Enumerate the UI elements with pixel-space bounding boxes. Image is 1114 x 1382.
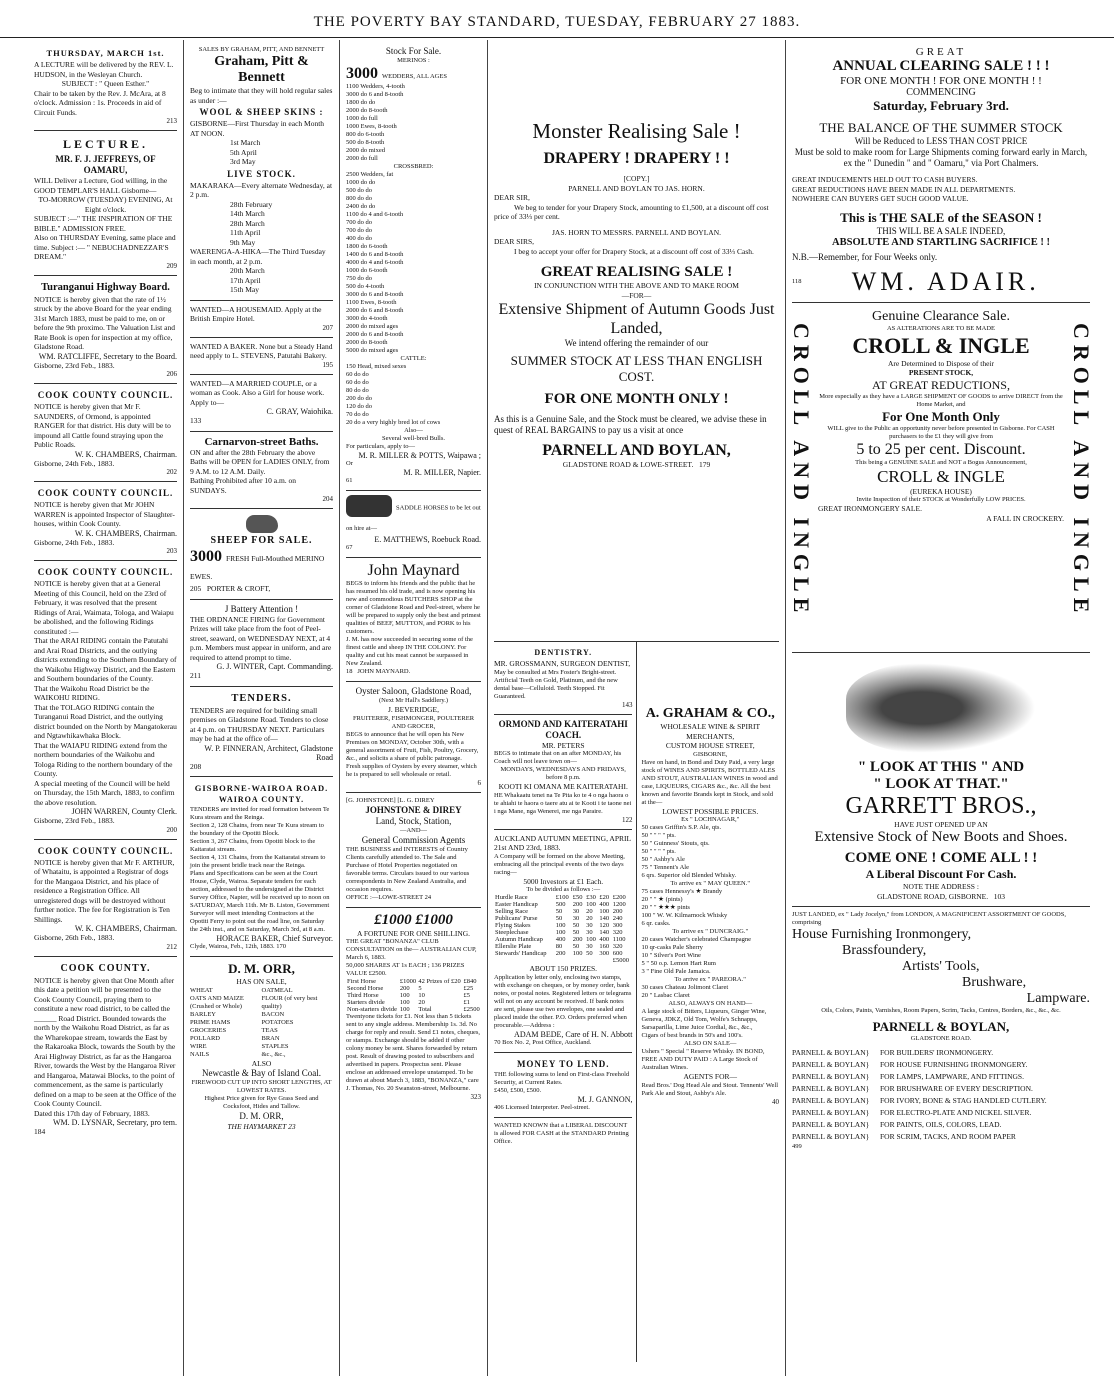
table-cell: 200 (572, 901, 583, 908)
gisborne-wairoa-road: GISBORNE-WAIROA ROAD. WAIROA COUNTY. TENDERS are invited for road formation between Te Kura stream and the Reinga. Section 2, 128 Chains, from near Te Kura stream to the boundary of the Opotiti Block. Section 3, 267 Chains, from Opotiti block to the Kaitaratai stream. Section 4, 131 Chains, from the Kaitaratai stream to join the present bridle track near the Reinga. Plans and Specifications can be seen at the Court House, Clyde, Wairoa. Separate tenders for each section, addressed to the undersigned at the District Survey Office, Napier, will be received up to noon on SATURDAY, March 11th. Mr B. Liston, Government Surveyor will meet intending Contractors at the Opotiti Ferry to point out the road line, on Saturday the 24th inst., and on Saturday, March 3rd, at 8 a.m. HORACE BAKER, Chief Surveyor. Clyde, Wairoa, Feb., 12th, 1883. 170 (190, 777, 333, 957)
table-cell: 30 (586, 943, 593, 950)
table-cell: First Horse (347, 978, 377, 985)
list-item: 75 cases Hennessy's ★ Brandy (641, 888, 723, 895)
table-cell (572, 957, 585, 964)
table-cell: £200 (612, 894, 626, 901)
duncraig-list (641, 936, 779, 976)
table-row (494, 929, 632, 936)
table-row (494, 950, 632, 957)
parnell-boylan-item: FOR PAINTS, OILS, COLORS, LEAD. (880, 1120, 1002, 1129)
cook-council-dogs: COOK COUNTY COUNCIL. NOTICE is hereby given that Mr F. ARTHUR, of Whataitu, is appointed a Registrar of dogs for the Mangaoa District, and his place of residence a Registration Office. All unregistered dogs will be destroyed without further notice. The fee for Registration is Ten Shillings. W. K. CHAMBERS, Chairman. Gisborne, 26th Feb., 1883. 212 (34, 840, 177, 957)
table-cell: 160 (599, 943, 610, 950)
wanted-known: WANTED KNOWN that a LIBERAL DISCOUNT is allowed FOR CASH at the STANDARD Printing Office. (494, 1121, 629, 1145)
table-cell: 140 (599, 915, 610, 922)
table-cell: 100 (399, 1006, 410, 1013)
list-item: POTATOES (261, 1018, 294, 1026)
table-cell: Stewards' Handicap (495, 950, 547, 957)
table-cell: 30 (586, 922, 593, 929)
parnell-boylan-label: PARNELL & BOYLAN} (792, 1108, 870, 1117)
list-item: 5 " 50 o.p. Lemon Hart Rum (641, 960, 716, 967)
table-cell: Publicans' Purse (495, 915, 538, 922)
table-cell: 42 Prizes of £20 (418, 978, 461, 985)
list-item: 60 do do (346, 379, 369, 386)
table-cell (598, 957, 611, 964)
table-cell: 140 (599, 929, 610, 936)
may-queen-list (641, 888, 779, 928)
column-6 (786, 40, 1096, 1376)
table-cell (555, 957, 572, 964)
dentistry: DENTISTRY. MR. GROSSMANN, SURGEON DENTIST, May be consulted at Mrs Foster's Bright-street. Artificial Teeth on Gold, Platinum, and the new dental base—Celluloid. Teeth Stopped. Fit Guaranteed. 143 (494, 642, 632, 715)
parnell-boylan-item: FOR ELECTRO-PLATE AND NICKEL SILVER. (880, 1108, 1032, 1117)
table-cell: 100 (572, 950, 583, 957)
oyster-saloon: Oyster Saloon, Gladstone Road, (Next Mr Hall's Saddlery.) J. BEVERIDGE, FRUITERER, FISHMONGER, POULTERER AND GROCER, BEGS to announce that he will open his New Premises on MONDAY, October 30th, with a general assortment of Fruit, Fish, Poultry, Grocery, &c., and solicits a share of public patronage. Fresh supplies of Oysters by every steamer, which he is prepared to sell wholesale or retail. 6 (346, 682, 481, 793)
list-item: 700 do do (346, 219, 372, 226)
table-cell: 200 (572, 936, 583, 943)
list-item (792, 1119, 1090, 1131)
column-5-lower (637, 642, 779, 1362)
table-cell: 50 (572, 943, 580, 950)
column-4-lower (494, 642, 637, 1362)
table-cell: 30 (572, 915, 580, 922)
table-cell: 600 (612, 950, 623, 957)
table-cell: 50 (572, 922, 580, 929)
table-cell: £5000 (612, 957, 629, 964)
table-row (494, 901, 632, 908)
ormond-coach: ORMOND AND KAITERATAHI COACH. MR. PETERS BEGS to intimate that on an after MONDAY, his Coach will not leave town on— MONDAYS, WEDNESDAYS AND FRIDAYS, before 8 p.m. KOOTI KI OMANA ME KAITERATAHI. HE Whakaatu tenei na Te Pita ko te 4 o nga haora o te ahiahi te haora o taere atu ai te Kooti i te taone nei i nga Mane, nga Wenerei, me nga Paraire. 122 (494, 715, 632, 830)
list-item: WHEAT (190, 986, 213, 994)
list-item: 50 " Guinness' Stouts, qts. (641, 840, 710, 847)
table-row (346, 992, 481, 999)
tenders-finneran: TENDERS. TENDERS are required for building small premises on Gladstone Road. Tenders to close at 4 p.m. on THURSDAY NEXT. Particulars may be had at the office of— W. P. FINNERAN, Architect, Gladstone Road 208 (190, 687, 333, 778)
list-item (792, 1047, 1090, 1059)
lochnagar-list (641, 824, 779, 880)
parnell-boylan-label: PARNELL & BOYLAN} (792, 1072, 870, 1081)
lecture-jeffreys: LECTURE. MR. F. J. JEFFREYS, OF OAMARU, WILL Deliver a Lecture, God willing, in the GOOD TEMPLAR'S HALL Gisborne— TO-MORROW (TUESDAY) EVENING, At Eight o'clock. SUBJECT :—" THE INSPIRATION OF THE BIBLE." ADMISSION FREE. Also on THURSDAY Evening, same place and time. Subject :— " NEBUCHADNEZZAR'S DREAM." 209 (34, 131, 177, 276)
list-item: 1000 do 6-tooth (346, 267, 388, 274)
saddle-horses: SADDLE HORSES to be let out on hire at— E. MATTHEWS, Roebuck Road. 67 (346, 491, 481, 558)
table-cell: Steeplechase (495, 929, 529, 936)
list-item: 2000 do 8-tooth (346, 107, 388, 114)
table-cell: £2500 (463, 1006, 480, 1013)
parnell-boylan-item: FOR LAMPS, LAMPWARE, AND FITTINGS. (880, 1072, 1024, 1081)
list-item: 2000 do mixed ages (346, 323, 399, 330)
list-item: 500 do 8-tooth (346, 139, 385, 146)
list-item: 150 Head, mixed sexes (346, 363, 407, 370)
table-cell: 100 (599, 908, 610, 915)
wanted-couple: WANTED—A MARRIED COUPLE, or a woman as Cook. Also a Girl for house work. Apply to— C. GRAY, Waiohika. 133 (190, 375, 333, 432)
bonanza-prize-table (346, 978, 481, 1013)
list-item: STAPLES (261, 1042, 289, 1050)
table-cell: 200 (555, 950, 566, 957)
list-item: &c., &c., (261, 1050, 286, 1058)
adair-clearing-sale: GREAT ANNUAL CLEARING SALE ! ! ! FOR ONE MONTH ! FOR ONE MONTH ! ! COMMENCING Saturday, February 3rd. THE BALANCE OF THE SUMMER STOCK Will be Reduced to LESS THAN COST PRICE Must be sold to make room for Large Shipments coming forward early in March, ex the " Dunedin " and " Oamaru," via Port Chalmers. GREAT INDUCEMENTS HELD OUT TO CASH BUYERS. GREAT REDUCTIONS HAVE BEEN MADE IN ALL DEPARTMENTS. NOWHERE CAN BUYERS GET SUCH GOOD VALUE. This is THE SALE of the SEASON ! THIS WILL BE A SALE INDEED, ABSOLUTE AND STARTLING SACRIFICE ! ! N.B.—Remember, for Four Weeks only. 118 WM. ADAIR. (792, 42, 1090, 303)
table-cell: 200 (399, 985, 410, 992)
list-item: 6 qr. casks. (641, 920, 671, 927)
parnell-boylan-ironmongery: JUST LANDED, ex " Lady Jocelyn," from LONDON, A MAGNIFICENT ASSORTMENT OF GOODS, comprising House Furnishing Ironmongery, Brassfoundery, Artists' Tools, Brushware, Lampware. Oils, Colors, Paints, Varnishes, Room Papers, Scrim, Tacks, Centres, Borders, &c., &c., &c. PARNELL & BOYLAN, GLADSTONE ROAD. PARNELL & BOYLAN} FOR BUILDERS' IRONMONGERY. PARNELL & BOYLAN} FOR HOUSE FURNISHING IRONMONGERY. PARNELL & BOYLAN} FOR LAMPS, LAMPWARE, AND FITTINGS. PARNELL & BOYLAN} FOR BRUSHWARE OF EVERY DESCRIPTION. PARNELL & BOYLAN} FOR IVORY, BONE & STAG HANDLED CUTLERY. PARNELL & BOYLAN} FOR ELECTRO-PLATE AND NICKEL SILVER. PARNELL & BOYLAN} FOR PAINTS, OILS, COLORS, LEAD. PARNELL & BOYLAN} FOR SCRIM, TACKS, AND ROOM PAPER 499 (792, 911, 1090, 1150)
list-item: 2000 do 6 and 8-tooth (346, 307, 404, 314)
list-item: 50 " " " " pts. (641, 848, 676, 855)
john-maynard: John Maynard BEGS to inform his friends and the public that he has resumed his old trade, and is now opening his new and commodious BUTCHERS SHOP at the corner of Gladstone Road and Peel-street, where he will be prepared to supply only the best and primest qualities of BEEF, MUTTON, and PORK to his customers. J. M. has now succeeded in securing some of the finest cattle and sheep IN THE COLONY. For quality and cut his meat cannot be surpassed in New Zealand. 18 JOHN MAYNARD. (346, 558, 481, 682)
horse-icon (346, 495, 392, 517)
list-item: 1800 do do (346, 99, 376, 106)
monster-sale: Monster Realising Sale ! DRAPERY ! DRAPERY ! ! [COPY.] PARNELL AND BOYLAN TO JAS. HORN. DEAR SIR, We beg to tender for your Drapery Stock, amounting to £1,500, at a discount off cost price of 33⅓ per cent. JAS. HORN TO MESSRS. PARNELL AND BOYLAN. DEAR SIRS, I beg to accept your offer for Drapery Stock, at a discount off cost of 33⅓ Cash. GREAT REALISING SALE ! IN CONJUNCTION WITH THE ABOVE AND TO MAKE ROOM —FOR— Extensive Shipment of Autumn Goods Just Landed, We intend offering the remainder of our SUMMER STOCK AT LESS THAN ENGLISH COST. FOR ONE MONTH ONLY ! As this is a Genuine Sale, and the Stock must be cleared, we advise these in quest of REAL BARGAINS to pay us a visit at once PARNELL AND BOYLAN, GLADSTONE ROAD & LOWE-STREET. 179 (494, 42, 779, 642)
list-item: 1400 do 6 and 8-tooth (346, 251, 404, 258)
newspaper-title: THE POVERTY BAY STANDARD, TUESDAY, FEBRUARY 27 1883. (313, 14, 801, 30)
list-item: 3 " Fine Old Pale Jamaica. (641, 968, 711, 975)
list-item: 2500 Wedders, fat (346, 171, 394, 178)
table-cell: 300 (612, 922, 623, 929)
table-cell: 50 (555, 915, 563, 922)
column-2 (184, 40, 340, 1376)
table-cell: Selling Race (495, 908, 529, 915)
list-item (792, 1107, 1090, 1119)
list-item: BACON (261, 1010, 285, 1018)
parnell-boylan-item: FOR BRUSHWARE OF EVERY DESCRIPTION. (880, 1084, 1033, 1093)
list-item: 800 do do (346, 195, 372, 202)
table-cell: £30 (586, 894, 596, 901)
list-item: 1100 Wedders, 4-tooth (346, 83, 405, 90)
parnell-boylan-label: PARNELL & BOYLAN} (792, 1096, 870, 1105)
table-row (494, 936, 632, 943)
stock-for-sale: Stock For Sale. MERINOS : 3000 WEDDERS, ALL AGES 1100 Wedders, 4-tooth 3000 do 6 and 8-tooth 1800 do do 2000 do 8-tooth 1000 do full 1000 Ewes, 8-tooth 800 do 6-tooth 500 do 8-tooth 2000 do mixed 2000 do full CROSSBRED: 2500 Wedders, fat 1000 do do 500 do do 800 do do 2400 do do 1100 do 4 and 6-tooth 700 do do 700 do do 400 do do 1800 do 6-tooth 1400 do 6 and 8-tooth 4000 do 4 and 6-tooth 1000 do 6-tooth 750 do do 500 do 4-tooth 3000 do 6 and 8-tooth 1100 Ewes, 8-tooth 2000 do 6 and 8-tooth 3000 do 4-tooth 2000 do mixed ages 2000 do 6 and 8-tooth 2000 do 8-tooth 5000 do mixed ages CATTLE: 150 Head, mixed sexes 60 do do 60 do do 80 do do 200 do do 120 do do 70 do do 20 do a very highly bred lot of cows Also— Several well-bred Bulls. For particulars, apply to— M. R. MILLER & POTTS, Waipawa ; Or M. R. MILLER, Napier. 61 (346, 42, 481, 491)
list-item: 20 cases Watcher's celebrated Champagne (641, 936, 752, 943)
crossbred-list (346, 171, 481, 355)
cattle-list (346, 363, 481, 427)
table-row (346, 985, 481, 992)
cook-council-inspector: COOK COUNTY COUNCIL. NOTICE is hereby given that Mr JOHN WARREN is appointed Inspector of Slaughter-houses, within Cook County. W. K. CHAMBERS, Chairman. Gisborne, 24th Feb., 1883. 203 (34, 482, 177, 561)
table-row (494, 922, 632, 929)
list-item: 2000 do 6 and 8-tooth (346, 331, 404, 338)
list-item: 2000 do mixed (346, 147, 385, 154)
list-item: 500 do 4-tooth (346, 283, 385, 290)
list-item (792, 1131, 1090, 1143)
parnell-boylan-item: FOR HOUSE FURNISHING IRONMONGERY. (880, 1060, 1028, 1069)
highway-board-notice: Turanganui Highway Board. NOTICE is hereby given that the rate of 1½ struck by the above Board for the year ending 31st March 1883, must be paid to me, on or before the 9th proximo. The Valuation List and Rate Book is open for inspection at my office, Gladstone Road. WM. RATCLIFFE, Secretary to the Board. Gisborne, 23rd Feb., 1883. 206 (34, 276, 177, 385)
list-item: 60 do do (346, 371, 369, 378)
list-item (792, 1071, 1090, 1083)
list-item: 50 " " " " pts. (641, 832, 676, 839)
cook-county-petition: COOK COUNTY. NOTICE is hereby given that One Month after this date a petition will be presented to the Cook County Council, praying them to constitute a new road district, to be called the ______ Road District. Bounded towards the north by the Waikohu Road District, as far as the Wharekopae stream, towards the East by the Rakaroaka Block, towards the South by the Arai Highway District, as far as the Hangaroa River, towards the West by the Hangaroa River and Hangaroa, Matawai Blocks, to the point of commencement, as the same is particularly defined on a map to be seen at the Office of the Cook County Council. Dated this 17th day of February, 1883. WM. D. LYSNAR, Secretary, pro tem. 184 (34, 962, 177, 1136)
list-item: 3000 do 4-tooth (346, 315, 388, 322)
list-item: 1100 do 4 and 6-tooth (346, 211, 404, 218)
table-cell: 100 (586, 901, 596, 908)
table-cell: 100 (555, 922, 566, 929)
table-row (346, 1006, 481, 1013)
table-cell (585, 957, 598, 964)
table-cell: 240 (612, 915, 623, 922)
list-item: 50 cases Griffin's S.P. Ale, qts. (641, 824, 722, 831)
battery-notice: J Battery Attention ! THE ORDNANCE FIRING for Government Prizes will take place from the foot of Peel-street, seaward, on WEDNESDAY NEXT, at 4 p.m. Members must appear in uniform, and are required to attend prompt to time. G. J. WINTER, Capt. Commanding. 211 (190, 600, 333, 687)
auckland-prize-table (494, 894, 632, 964)
list-item: 700 do do (346, 227, 372, 234)
table-cell: Autumn Handicap (495, 936, 543, 943)
list-item: 70 do do (346, 411, 369, 418)
carnarvon-baths: Carnarvon-street Baths. ON and after the 28th February the above Baths will be OPEN for LADIES ONLY, from 9 A.M. to 12 A.M. Daily. Bathing Prohibited after 10 a.m. on SUNDAYS. 204 (190, 432, 333, 510)
list-item: 500 do do (346, 187, 372, 194)
table-cell: 320 (612, 943, 623, 950)
list-item: 1000 Ewes, 8-tooth (346, 123, 397, 130)
table-cell: 5 (418, 985, 422, 992)
list-item: GROCERIES (190, 1026, 227, 1034)
list-item: NAILS (190, 1050, 210, 1058)
johnstone-direy: [G. JOHNSTONE] [L. G. DIREY JOHNSTONE & DIREY Land, Stock, Station, —AND— General Commission Agents THE BUSINESS and INTERESTS of Country Clients carefully attended to. The Sale and Purchase of Hotel Properties negotiated on favorable terms. Circulars issued to our various correspondents in New Zealand Australia, and occasion requires. OFFICE :—LOWE-STREET 24 (346, 793, 481, 908)
wanted-baker: WANTED A BAKER. None but a Steady Hand need apply to L. STEVENS, Patutahi Bakery. 195 (190, 338, 333, 375)
list-item: 400 do do (346, 235, 372, 242)
cook-council-ridings: COOK COUNTY COUNCIL. NOTICE is hereby given that at a General Meeting of this Council, held on the 23rd of February, it was resolved that the present Ridings of Arai, Waimata, Tologa, and Waiapu be abolished, and the following Ridings constituted :— That the ARAI RIDING contain the Patutahi and Arai Road Districts, and the outlying districts extending to the Southern Boundary of the Waikohu Highway District, and the Eastern and Southern boundaries of the County. That the Waikohu Road District be the WAIKOHU RIDING. That the TOLAGO RIDING contain the Turanganui Road District, and the outlying district bounded on the North by Mangatokerau and Ngtawhikawhaka Block. That the WAIAPU RIDING extend from the northern boundaries of the Waikohu and Tologa Riding to the northern boundary of the County. A special meeting of the Council will be held on Thursday, the 15th March, 1883, to confirm the above resolution. JOHN WARREN, County Clerk. Gisborne, 23rd Feb., 1883. 200 (34, 561, 177, 840)
list-item (792, 1083, 1090, 1095)
list-item: 200 do do (346, 395, 372, 402)
parnell-boylan-item: FOR BUILDERS' IRONMONGERY. (880, 1048, 994, 1057)
list-item: 20 " " ★ (pints) (641, 896, 683, 903)
orr-items-left (190, 987, 262, 1059)
table-cell (494, 957, 555, 964)
list-item: 120 do do (346, 403, 372, 410)
croll-ingle-vertical-right: CROLL AND INGLE (1069, 322, 1094, 619)
table-cell: 500 (555, 901, 566, 908)
table-cell: 1100 (612, 936, 626, 943)
list-item: 50 " Ashby's Ale (641, 856, 685, 863)
table-row (494, 894, 632, 901)
table-cell: 100 (399, 992, 410, 999)
pareora-list (641, 984, 779, 1000)
table-cell: 400 (599, 936, 610, 943)
garrett-bros: " LOOK AT THIS " AND " LOOK AT THAT." GARRETT BROS., HAVE JUST OPENED UP AN Extensive Stock of New Boots and Shoes. COME ONE ! COME ALL ! ! A Liberal Discount For Cash. NOTE THE ADDRESS : GLADSTONE ROAD, GISBORNE. 103 (792, 653, 1090, 908)
table-cell: 50 (572, 929, 580, 936)
parnell-boylan-label: PARNELL & BOYLAN} (792, 1132, 870, 1141)
masthead (0, 0, 1114, 38)
list-item: PRIME HAMS (190, 1018, 231, 1026)
graham-co-wine: A. GRAHAM & CO., WHOLESALE WINE & SPIRIT MERCHANTS, CUSTOM HOUSE STREET, GISBORNE, Have on hand, in Bond and Duty Paid, a very large stock of WINES AND SPIRITS, BOTTLED ALES AND STOUT, AUSTRALIAN WINES in wood and case, LIQUEURS, CIGARS &c., &c. All the best known and favorite Brands kept in Stock, and sold at the— LOWEST POSSIBLE PRICES. Ex " LOCHNAGAR," 50 cases Griffin's S.P. Ale, qts. 50 " " " " pts. 50 " Guinness' Stouts, qts. 50 " " " " pts. 50 " Ashby's Ale 75 " Tennent's Ale 6 qrs. Superior old Blended Whisky. To arrive ex " MAY QUEEN." 75 cases Hennessy's ★ Brandy 20 " " ★ (pints) 20 " " ★★★ pints 100 " W. W. Kilmarnock Whisky 6 qr. casks. To arrive ex " DUNCRAIG." 20 cases Watcher's celebrated Champagne 10 qr-casks Pale Sherry 10 " Silver's Port Wine 5 " 50 o.p. Lemon Hart Rum 3 " Fine Old Pale Jamaica. To arrive ex " PAREORA." 30 cases Chateau Jolimont Claret 20 " Lasbac Claret ALSO, ALWAYS ON HAND— A large stock of Bitters, Liqueurs, Ginger Wine, Geneva, JDKZ, Old Tom, Wolfe's Schnapps, Sarsaparilla, Lime Juice Cordial, &c., &c., Cigars of best brands in 50's and 100's. ALSO ON SALE— Ushers " Special " Reserve Whisky. IN BOND, FREE AND DUTY PAID : A Large Stock of Australian Wines. AGENTS FOR— Read Bros.' Dog Head Ale and Stout. Tennents' Well Park Ale and Stout, Ashby's Ale. 40 (641, 706, 779, 1106)
list-item: 750 do do (346, 275, 372, 282)
list-item: 5000 do mixed ages (346, 347, 399, 354)
table-cell: 200 (612, 908, 623, 915)
table-row (346, 978, 481, 985)
auckland-meeting: AUCKLAND AUTUMN MEETING, APRIL 21st AND 23rd, 1883. A Company will be formed on the above Meeting, embracing all the principal events of the two days racing— 5000 Investors at £1 Each. To be divided as follows :— Hurdle Race £100 £50 £30 £20 £200 Easter Handicap 500 200 100 400 1200 Selling Race 50 30 20 100 200 Publicans' Purse 50 30 20 140 240 Flying Stakes 100 50 30 120 300 Steeplechase 100 50 30 140 320 Autumn Handicap 400 200 100 400 1100 Ellerslie Plate 80 50 30 160 320 Stewards' Handicap 200 100 50 300 600 £5000 ABOUT 150 PRIZES. Application by letter only, enclosing two stamps, with exchange on cheques, or by money order, bank notes, or postal notes. Registered letters or telegrams will not on any account be received. If bank notes are sent, please use two envelopes, one sealed and placed inside the other. P.O. Orders preferred when procurable.—Address : ADAM BEDE, Care of H. N. Abbott 70 Box No. 2, Post Office, Auckland. (494, 830, 632, 1053)
parnell-boylan-label: PARNELL & BOYLAN} (792, 1120, 870, 1129)
sheep-for-sale: SHEEP FOR SALE. 3000 FRESH Full-Mouthed MERINO EWES. 205 PORTER & CROFT, (190, 509, 333, 600)
parnell-boylan-item: FOR SCRIM, TACKS, AND ROOM PAPER (880, 1132, 1016, 1141)
list-item: 6 qrs. Superior old Blended Whisky. (641, 872, 737, 879)
list-item: 1000 do do (346, 179, 376, 186)
table-cell: Total (418, 1006, 432, 1013)
table-cell: Hurdle Race (495, 894, 528, 901)
list-item (792, 1059, 1090, 1071)
table-cell: £840 (463, 978, 477, 985)
table-cell: 100 (399, 999, 410, 1006)
list-item: 2000 do 8-tooth (346, 339, 388, 346)
lecture-date: THURSDAY, MARCH 1st. (46, 48, 165, 58)
list-item: 3000 do 6 and 8-tooth (346, 91, 404, 98)
list-item: 80 do do (346, 387, 369, 394)
list-item: POLLARD (190, 1034, 220, 1042)
table-cell: Second Horse (347, 985, 384, 992)
list-item: BRAN (261, 1034, 280, 1042)
table-cell: £1 (463, 999, 470, 1006)
list-item: 100 " W. W. Kilmarnock Whisky (641, 912, 728, 919)
table-cell: Starters divide (347, 999, 385, 1006)
list-item: WIRE (190, 1042, 207, 1050)
table-cell: £50 (572, 894, 583, 901)
list-item: 800 do 6-tooth (346, 131, 385, 138)
croll-ingle-vertical-left: CROLL AND INGLE (789, 322, 814, 619)
lower-split (494, 642, 779, 1362)
list-item: 20 " " ★★★ pints (641, 904, 690, 911)
table-row (494, 943, 632, 950)
wanted-housemaid: WANTED—A HOUSEMAID. Apply at the British Empire Hotel. 207 (190, 301, 333, 338)
sheep-icon (246, 515, 278, 533)
table-cell: Third Horse (347, 992, 379, 999)
list-item: FLOUR (of very best quality) (261, 994, 318, 1010)
table-cell: 400 (555, 936, 566, 943)
list-item: BARLEY (190, 1010, 216, 1018)
list-item: 3000 do 6 and 8-tooth (346, 291, 404, 298)
bonanza-club: £1000 £1000 A FORTUNE FOR ONE SHILLING. THE GREAT "BONANZA" CLUB CONSULTATION on the— AUSTRALIAN CUP, March 6, 1883. 50,000 SHARES AT 1s EACH ; 136 PRIZES VALUE £2500. First Horse £1000 42 Prizes of £20 £840 Second Horse 200 5 £25 Third Horse 100 10 £5 Starters divide 100 20 £1 Non-starters divide 100 Total £2500 Twentyone tickets for £1. Not less than 5 tickets sent to any single address. Membership 1s. 3d. No charge for reply and result. Send £1 notes, cheques, or stamps. Exchange should be added if other colony money be sent. Shares forwarded by return post. Result of drawing posted to subscribers and advertised in papers. Prospectus sent. Please enclose an addressed envelope unstamped. To be drawn at about March 3, 1883, "BONANZA," care J. Thomas, No. 20 Swanston-street, Melbourne. 323 (346, 911, 481, 1101)
croll-ingle: CROLL AND INGLE CROLL AND INGLE Genuine Clearance Sale. AS ALTERATIONS ARE TO BE MADE CROLL & INGLE Are Determined to Dispose of their PRESENT STOCK, AT GREAT REDUCTIONS, More especially as they have a LARGE SHIPMENT OF GOODS to arrive DIRECT from the Home Market, and For One Month Only WILL give to the Public an opportunity never before presented in Gisborne. For CASH purchasers to the £1 they will give from 5 to 25 per cent. Discount. This being a GENUINE SALE and NOT a Bogus Announcement, CROLL & INGLE (EUREKA HOUSE) Invite Inspection of their STOCK at Wonderfully LOW PRICES. GREAT IRONMONGERY SALE. A FALL IN CROCKERY. (792, 303, 1090, 653)
table-cell: Easter Handicap (495, 901, 538, 908)
list-item: 1000 do full (346, 115, 378, 122)
list-item: 2400 do do (346, 203, 376, 210)
table-cell: 20 (418, 999, 425, 1006)
table-cell: £100 (555, 894, 569, 901)
table-cell: 100 (555, 929, 566, 936)
table-cell: £5 (463, 992, 470, 999)
column-4-5 (488, 40, 786, 1376)
list-item: OATMEAL (261, 986, 293, 994)
list-item: 2000 do full (346, 155, 378, 162)
table-cell: 1200 (612, 901, 626, 908)
table-cell: 30 (572, 908, 580, 915)
cook-council-ranger: COOK COUNTY COUNCIL. NOTICE is hereby given that Mr F. SAUNDERS, of Ormond, is appointed RANGER for that district. His duty will be to impound all Cattle found straying upon the Public Roads. W. K. CHAMBERS, Chairman. Gisborne, 24th Feb., 1883. 202 (34, 384, 177, 482)
list-item: 20 " Lasbac Claret (641, 992, 690, 999)
table-cell: 10 (418, 992, 425, 999)
list-item: 4000 do 4 and 6-tooth (346, 259, 404, 266)
dm-orr: D. M. ORR, HAS ON SALE, WHEAT OATS AND MAIZE (Crushed or Whole) BARLEY PRIME HAMS GROCERIES POLLARD WIRE NAILS OATMEAL FLOUR (of very best quality) BACON POTATOES TEAS BRAN STAPLES &c., &c., ALSO Newcastle & Bay of Island Coal. FIREWOOD CUT UP INTO SHORT LENGTHS, AT LOWEST RATES. Highest Price given for Rye Grass Seed and Cocksfoot, Hides and Tallow. D. M. ORR, THE HAYMARKET 23 (190, 961, 332, 1131)
parnell-boylan-label: PARNELL & BOYLAN} (792, 1060, 870, 1069)
table-cell: 120 (599, 922, 610, 929)
graham-pitt-sales: SALES BY GRAHAM, PITT, AND BENNETT Graham, Pitt & Bennett Beg to intimate that they will hold regular sales as under :— WOOL & SHEEP SKINS : GISBORNE—First Thursday in each Month AT NOON. 1st March 5th April 3rd May LIVE STOCK. MAKARAKA—Every alternate Wednesday, at 2 p.m. 28th February 14th March 28th March 11th April 9th May WAERENGA-A-HIKA—The Third Tuesday in each month, at 2 p.m. 20th March 17th April 15th May (190, 42, 333, 301)
table-cell: 50 (586, 950, 593, 957)
parnell-boylan-label: PARNELL & BOYLAN} (792, 1084, 870, 1093)
list-item (792, 1095, 1090, 1107)
list-item: 10 qr-casks Pale Sherry (641, 944, 703, 951)
list-item: 75 " Tennent's Ale (641, 864, 689, 871)
column-1 (28, 40, 184, 1376)
table-cell: Ellerslie Plate (495, 943, 532, 950)
cherub-illustration-icon (846, 663, 1036, 753)
table-cell: £1000 (399, 978, 417, 985)
table-row (346, 999, 481, 1006)
parnell-boylan-label: PARNELL & BOYLAN} (792, 1048, 870, 1057)
table-cell: Flying Stakes (495, 922, 531, 929)
table-row (494, 957, 632, 964)
table-cell: 100 (586, 936, 596, 943)
table-cell: 320 (612, 929, 623, 936)
table-row (494, 915, 632, 922)
table-cell: 20 (586, 908, 593, 915)
table-cell: 20 (586, 915, 593, 922)
parnell-boylan-list (792, 1047, 1090, 1143)
table-cell: 400 (599, 901, 610, 908)
table-cell: 30 (586, 929, 593, 936)
orr-items-right (262, 987, 334, 1059)
parnell-boylan-item: FOR IVORY, BONE & STAG HANDLED CUTLERY. (880, 1096, 1047, 1105)
table-cell: 80 (555, 943, 563, 950)
table-cell: 50 (555, 908, 563, 915)
list-item: 10 " Silver's Port Wine (641, 952, 701, 959)
list-item: 20 do a very highly bred lot of cows (346, 419, 441, 426)
list-item: 1100 Ewes, 8-tooth (346, 299, 397, 306)
list-item: 1800 do 6-tooth (346, 243, 388, 250)
list-item: OATS AND MAIZE (Crushed or Whole) (190, 994, 244, 1010)
list-item: TEAS (261, 1026, 278, 1034)
table-cell: 300 (599, 950, 610, 957)
table-cell: £20 (599, 894, 610, 901)
lecture-hudson: THURSDAY, MARCH 1st. A LECTURE will be delivered by the REV. L. HUDSON, in the Wesleyan Church. SUBJECT : " Queen Esther." Chair to be taken by the Rev. J. McAra, at 8 o'clock. Admission : 1s. Proceeds in aid of Circuit Funds. 213 (34, 42, 177, 131)
money-to-lend: MONEY TO LEND. THE following sums to lend on First-class Freehold Security, at Current Rates. £450, £500, £500. M. J. GANNON, 406 Licensed Interpreter. Peel-street. (494, 1053, 632, 1118)
table-cell: £25 (463, 985, 474, 992)
table-row (494, 908, 632, 915)
list-item: 30 cases Chateau Jolimont Claret (641, 984, 729, 991)
merinos-list (346, 83, 481, 163)
column-3 (340, 40, 488, 1376)
table-cell: Non-starters divide (347, 1006, 398, 1013)
